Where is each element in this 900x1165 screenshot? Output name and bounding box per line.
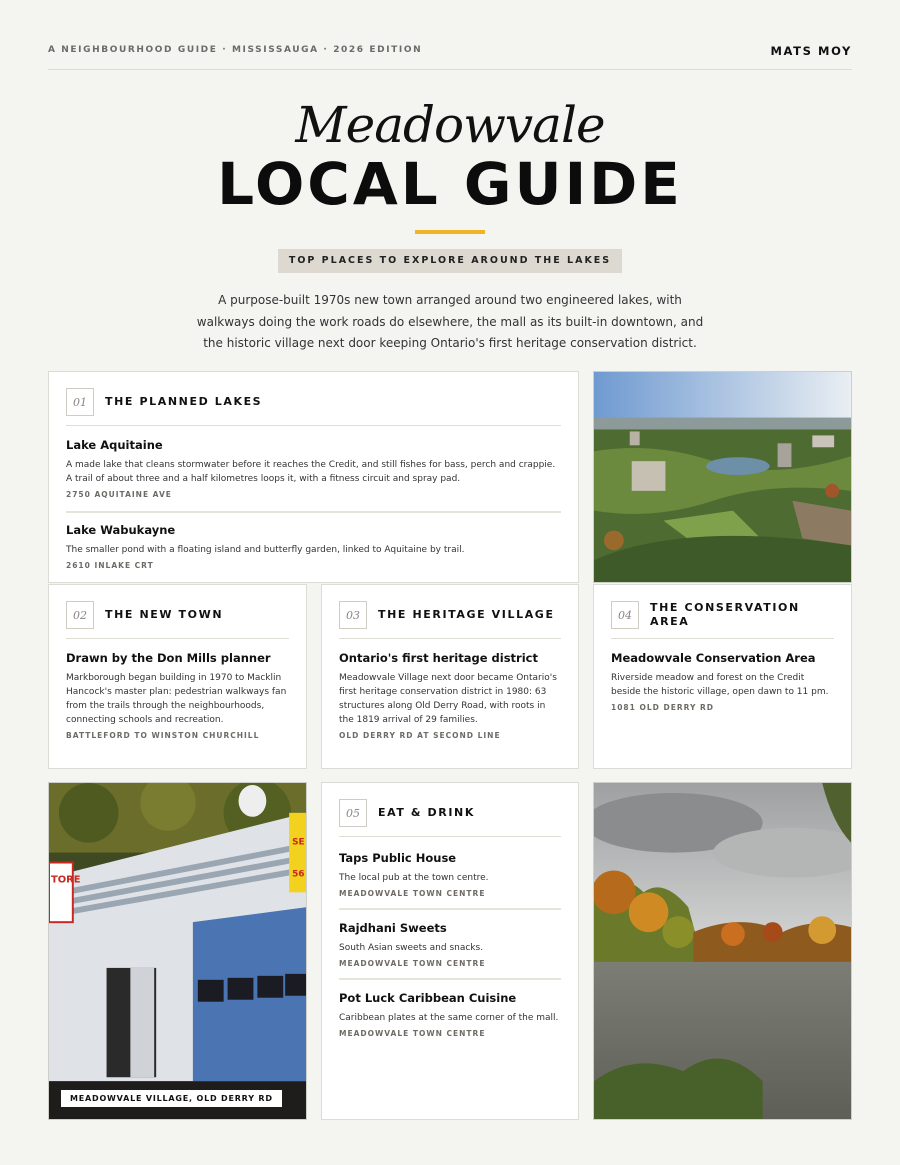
store-sign-text-2: SE bbox=[292, 837, 305, 848]
section-title: EAT & DRINK bbox=[378, 806, 475, 819]
section-header bbox=[339, 601, 561, 639]
storefront-photo bbox=[48, 782, 307, 1120]
section-eat-drink bbox=[321, 782, 579, 1120]
section-header bbox=[339, 799, 561, 837]
section-title bbox=[650, 601, 800, 629]
intro-paragraph: A purpose-built 1970s new town arranged around two engineered lakes, with walkways doing the work roads do elsewhere, the mall as its built-in downtown, and the historic village next door keeping Ontario's first heritage conservation district. bbox=[196, 293, 704, 350]
list-item bbox=[66, 523, 561, 570]
place-address: MEADOWVALE TOWN CENTRE bbox=[339, 959, 486, 968]
place-address: BATTLEFORD TO WINSTON CHURCHILL bbox=[66, 731, 260, 740]
section-title-line2: AREA bbox=[650, 615, 690, 628]
author-name: MATS MOY bbox=[770, 44, 852, 58]
hero-script-title: Meadowvale bbox=[295, 96, 605, 154]
storefront-photo-image bbox=[49, 783, 306, 1119]
list-item bbox=[611, 651, 834, 712]
section-title: THE HERITAGE VILLAGE bbox=[378, 608, 555, 621]
place-name: Drawn by the Don Mills planner bbox=[66, 651, 271, 665]
place-name: Rajdhani Sweets bbox=[339, 921, 447, 935]
divider bbox=[339, 978, 561, 980]
top-bar bbox=[48, 44, 852, 70]
section-number: 01 bbox=[66, 388, 94, 416]
place-description: The local pub at the town centre. bbox=[339, 873, 489, 883]
section-title-line1: THE CONSERVATION bbox=[650, 601, 800, 614]
place-name: Lake Aquitaine bbox=[66, 438, 163, 452]
place-name: Ontario's first heritage district bbox=[339, 651, 538, 665]
section-title: THE PLANNED LAKES bbox=[105, 395, 263, 408]
list-item bbox=[339, 651, 561, 740]
series-label: A NEIGHBOURHOOD GUIDE · MISSISSAUGA · 2026 EDITION bbox=[48, 45, 423, 55]
photo-caption: MEADOWVALE VILLAGE, OLD DERRY RD bbox=[61, 1090, 282, 1107]
section-number: 05 bbox=[339, 799, 367, 827]
place-address: 2750 AQUITAINE AVE bbox=[66, 490, 172, 499]
section-header bbox=[66, 388, 561, 426]
accent-rule bbox=[415, 230, 485, 234]
section-new-town bbox=[48, 584, 307, 769]
place-description: Meadowvale Village next door became Ontario's first heritage conservation district in 1980: 63 structures along Old Derry Road, with roots in the 1819 arrival of 29 families. bbox=[339, 673, 557, 725]
place-description: Caribbean plates at the same corner of the mall. bbox=[339, 1013, 559, 1023]
store-sign-text-3: 56 bbox=[292, 869, 305, 880]
list-item bbox=[66, 438, 561, 499]
store-sign-text: TORE bbox=[50, 874, 81, 886]
place-address: OLD DERRY RD AT SECOND LINE bbox=[339, 731, 501, 740]
divider bbox=[66, 511, 561, 513]
list-item bbox=[339, 921, 561, 968]
section-number: 02 bbox=[66, 601, 94, 629]
place-name: Taps Public House bbox=[339, 851, 457, 865]
place-address: MEADOWVALE TOWN CENTRE bbox=[339, 1029, 486, 1038]
place-description: Riverside meadow and forest on the Credit beside the historic village, open dawn to 11 pm. bbox=[611, 673, 829, 697]
list-item bbox=[339, 991, 561, 1038]
list-item bbox=[339, 851, 561, 898]
river-photo bbox=[593, 782, 852, 1120]
place-description: A made lake that cleans stormwater before it reaches the Credit, and still fishes for bass, perch and crappie. A trail of about three and a half kilometres loops it, with a fitness circuit and spray pad. bbox=[66, 460, 556, 484]
place-description: The smaller pond with a floating island and butterfly garden, linked to Aquitaine by trail. bbox=[66, 545, 465, 555]
place-address: MEADOWVALE TOWN CENTRE bbox=[339, 889, 486, 898]
place-name: Lake Wabukayne bbox=[66, 523, 176, 537]
section-conservation-area bbox=[593, 584, 852, 769]
section-header bbox=[611, 601, 834, 639]
place-description: South Asian sweets and snacks. bbox=[339, 943, 484, 953]
aerial-lake-photo bbox=[593, 371, 852, 583]
place-name: Pot Luck Caribbean Cuisine bbox=[339, 991, 517, 1005]
section-number: 04 bbox=[611, 601, 639, 629]
place-address: 1081 OLD DERRY RD bbox=[611, 703, 715, 712]
place-address: 2610 INLAKE CRT bbox=[66, 561, 154, 570]
section-header bbox=[66, 601, 289, 639]
river-photo-image bbox=[594, 783, 851, 1119]
section-title: THE NEW TOWN bbox=[105, 608, 224, 621]
section-number: 03 bbox=[339, 601, 367, 629]
section-heritage-village bbox=[321, 584, 579, 769]
divider bbox=[339, 908, 561, 910]
place-description: Markborough began building in 1970 to Macklin Hancock's master plan: pedestrian walkways fan from the trails through the neighbourhoods, connecting schools and recreation. bbox=[66, 673, 287, 725]
section-planned-lakes bbox=[48, 371, 579, 583]
aerial-photo-image bbox=[594, 372, 851, 582]
place-name: Meadowvale Conservation Area bbox=[611, 651, 816, 665]
tagline: TOP PLACES TO EXPLORE AROUND THE LAKES bbox=[278, 249, 622, 273]
list-item bbox=[66, 651, 289, 740]
hero-title: LOCAL GUIDE bbox=[217, 150, 683, 218]
